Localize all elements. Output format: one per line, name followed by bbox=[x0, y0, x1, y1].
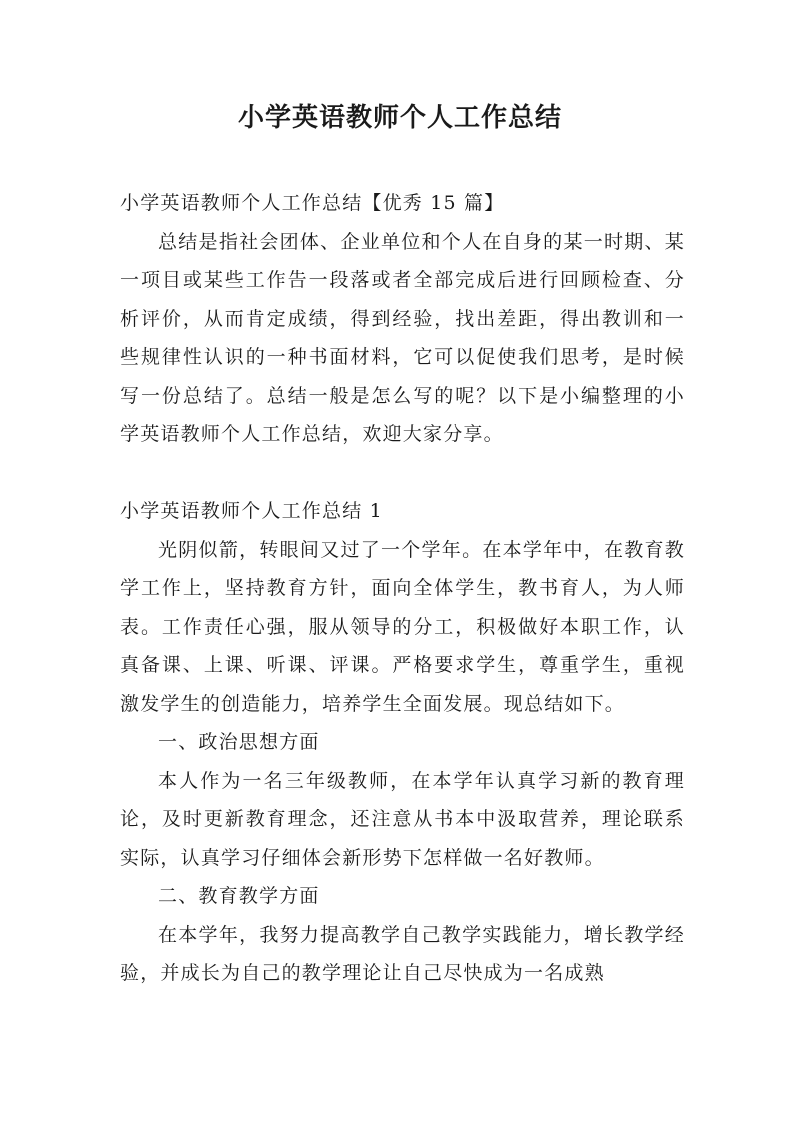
document-body bbox=[120, 184, 685, 993]
section-heading: 小学英语教师个人工作总结 1 bbox=[120, 500, 383, 522]
document-title: 小学英语教师个人工作总结 bbox=[237, 103, 562, 133]
section-paragraph: 光阴似箭，转眼间又过了一个学年。在本学年中，在教育教学工作上，坚持教育方针，面向全体学生，教书育人，为人师表。工作责任心强，服从领导的分工，积极做好本职工作，认真备课、上课、听课、评课。严格要求学生，尊重学生，重视激发学生的创造能力，培养学生全面发展。现总结如下。 bbox=[120, 538, 685, 715]
subsection-paragraph-politics: 本人作为一名三年级教师，在本学年认真学习新的教育理论，及时更新教育理念，还注意从书本中汲取营养，理论联系实际，认真学习仔细体会新形势下怎样做一名好教师。 bbox=[120, 769, 685, 869]
subsection-heading-politics: 一、政治思想方面 bbox=[158, 731, 320, 753]
section-spacer bbox=[120, 454, 685, 493]
subsection-paragraph-teaching: 在本学年，我努力提高教学自己教学实践能力，增长教学经验，并成长为自己的教学理论让自己尽快成为一名成熟 bbox=[120, 923, 685, 984]
subsection-heading-teaching: 二、教育教学方面 bbox=[158, 885, 320, 907]
intro-paragraph: 总结是指社会团体、企业单位和个人在自身的某一时期、某一项目或某些工作告一段落或者全部完成后进行回顾检查、分析评价，从而肯定成绩，得到经验，找出差距，得出教训和一些规律性认识的一种书面材料，它可以促使我们思考，是时候写一份总结了。总结一般是怎么写的呢？以下是小编整理的小学英语教师个人工作总结，欢迎大家分享。 bbox=[120, 230, 685, 445]
document-subtitle: 小学英语教师个人工作总结【优秀 15 篇】 bbox=[120, 192, 505, 214]
